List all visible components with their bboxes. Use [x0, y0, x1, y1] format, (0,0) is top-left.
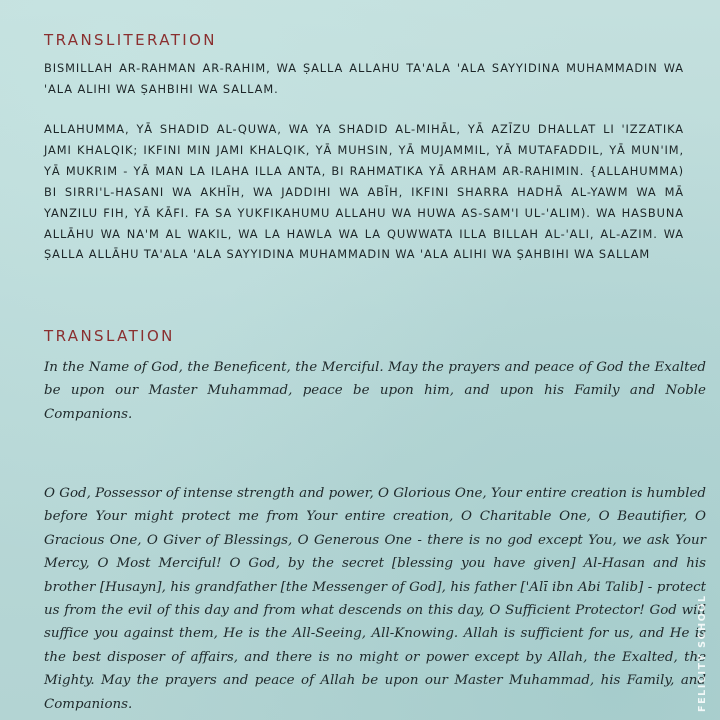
translation-opening-paragraph: In the Name of God, the Beneficent, the Merciful. May the prayers and peace of God the Exalted be upon our Master Muhammad, peace be upon him, and upon his Family and Noble Companions.	[44, 360, 706, 422]
translation-prayer-paragraph: O God, Possessor of intense strength and power, O Glorious One, Your entire creation is humbled before Your might protect me from Your entire creation, O Charitable One, O Beautifier, O Gracious One, O Giver of Blessings, O Generous One - there is no god except You, we ask Your Mercy, O Most Merciful! O God, by the secret [blessing you have given] Al-Hasan and his brother [Husayn], his grandfather [the Messenger of God], his father ['Alī ibn Abi Talib] - protect us from the evil of this day and from what descends on this day, O Sufficient Protector! God will suffice you against them, He is the All-Seeing, All-Knowing. Allah is sufficient for us, and He is the best disposer of affairs, and there is no might or power except by Allah, the Exalted, the Mighty. May the prayers and peace of Allah be upon our Master Muhammad, his Family, and Companions.	[44, 486, 706, 712]
translation-heading: TRANSLATION	[44, 327, 175, 345]
felicity-school-watermark: FELICITY SCHOOL	[697, 594, 708, 712]
transliteration-heading: TRANSLITERATION	[44, 31, 217, 49]
transliteration-opening-paragraph: BISMILLAH AR-RAHMAN AR-RAHIM, WA ṢALLA ALLAHU TA'ALA 'ALA SAYYIDINA MUHAMMADIN WA 'ALA ALIHI WA ṢAHBIHI WA SALLAM.	[44, 61, 684, 96]
transliteration-prayer-paragraph: ALLAHUMMA, YĀ SHADID AL-QUWA, WA YA SHADID AL-MIHĀL, YĀ AZĪZU DHALLAT LI 'IZZATIKA JAMI KHALQIK; IKFINI MIN JAMI KHALQIK, YĀ MUHSIN, YĀ MUJAMMIL, YĀ MUTAFADDIL, YĀ MUN'IM, YĀ MUKRIM - YĀ MAN LA ILAHA ILLA ANTA, BI RAHMATIKA YĀ ARHAM AR-RAHIMIN. {ALLAHUMMA) BI SIRRI'L-HASANI WA AKHĪH, WA JADDIHI WA ABĪH, IKFINI SHARRA HADHĀ AL-YAWM WA MĀ YANZILU FIH, YĀ KĀFI. FA SA YUKFIKAHUMU ALLAHU WA HUWA AS-SAM'I UL-'ALIM). WA HASBUNA ALLĀHU WA NA'M AL WAKIL, WA LA HAWLA WA LA QUWWATA ILLA BILLAH AL-'ALI, AL-AZIM. WA ṢALLA ALLĀHU TA'ALA 'ALA SAYYIDINA MUHAMMADIN WA 'ALA ALIHI WA ṢAHBIHI WA SALLAM	[44, 122, 684, 262]
